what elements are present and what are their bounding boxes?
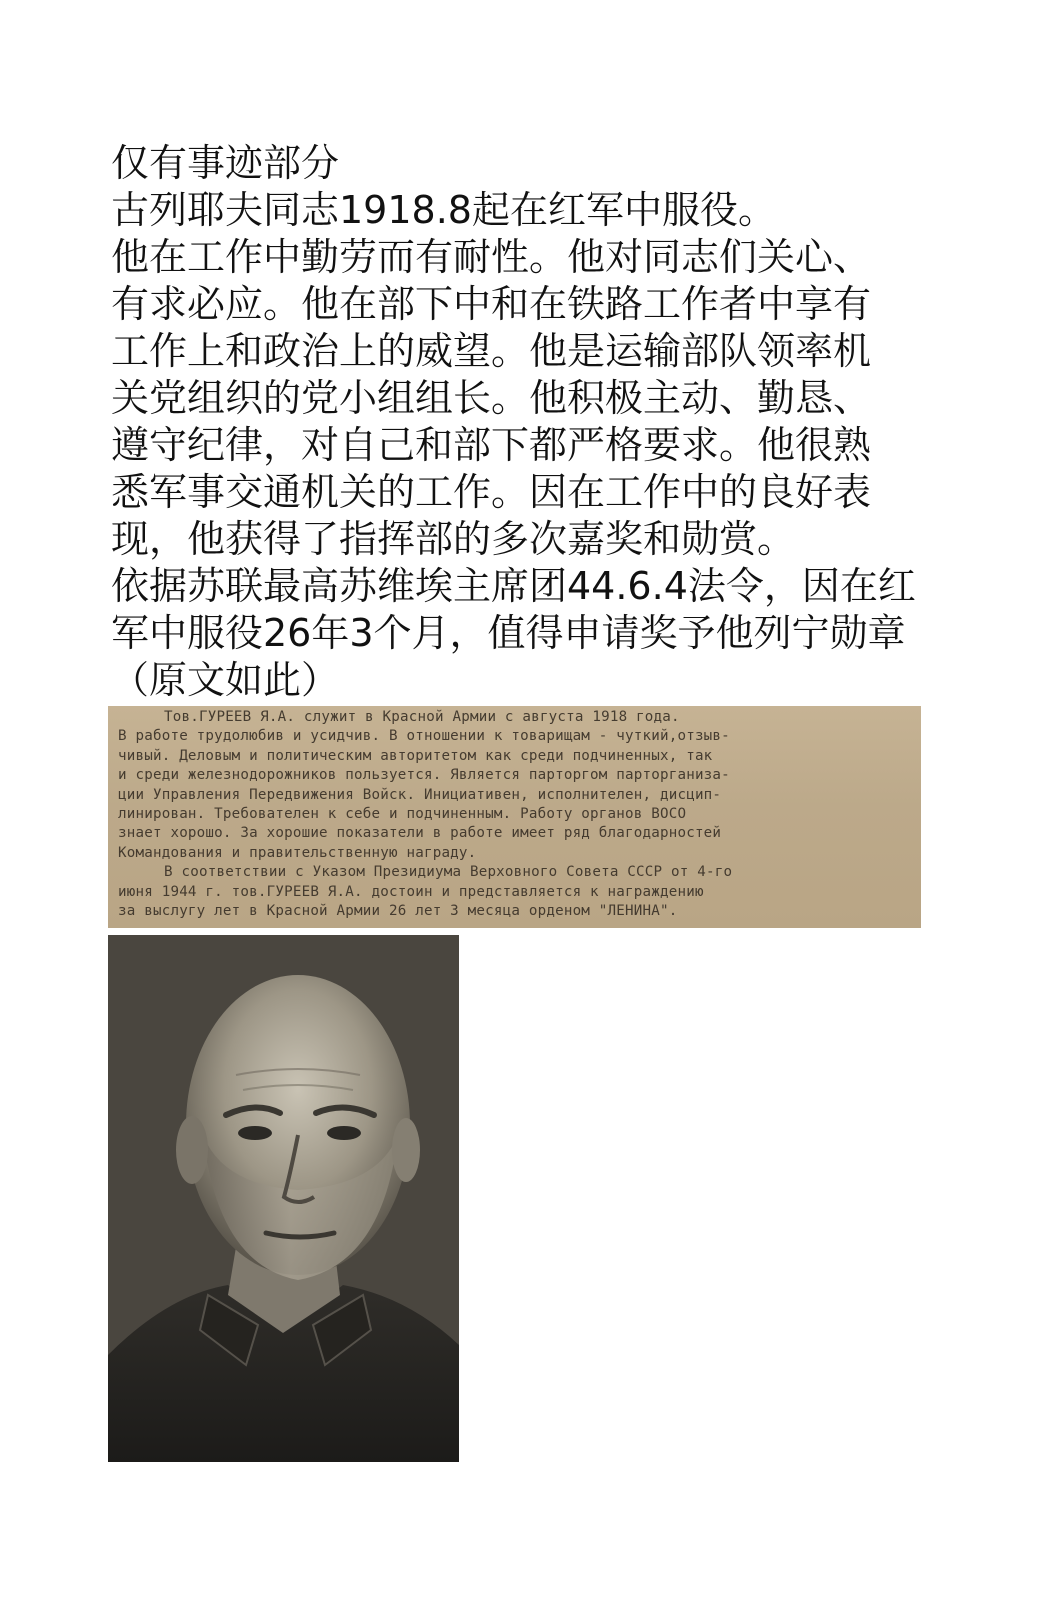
article-line: 古列耶夫同志1918.8起在红军中服役。 xyxy=(111,188,776,232)
right-ear xyxy=(392,1118,420,1182)
archival-document-scan xyxy=(108,706,921,928)
document-line: Тов.ГУРЕЕВ Я.А. служит в Красной Армии с августа 1918 года. xyxy=(164,709,680,725)
article-line: 他在工作中勤劳而有耐性。他对同志们关心、 xyxy=(111,235,872,279)
article-line: 关党组织的党小组组长。他积极主动、勤恳、 xyxy=(111,376,872,420)
document-line: июня 1944 г. тов.ГУРЕЕВ Я.А. достоин и представляется к награждению xyxy=(118,883,704,900)
document-line: В работе трудолюбив и усидчив. В отношении к товарищам - чуткий,отзыв- xyxy=(118,728,730,745)
article-line: 现，他获得了指挥部的多次嘉奖和勋赏。 xyxy=(111,517,796,561)
article-line: 遵守纪律，对自己和部下都严格要求。他很熟 xyxy=(111,423,872,467)
document-line: линирован. Требователен к себе и подчиненным. Работу органов ВОСО xyxy=(118,806,687,823)
article-line: （原文如此） xyxy=(111,658,340,702)
right-eye xyxy=(327,1126,361,1140)
document-line: и среди железнодорожников пользуется. Является парторгом парторганиза- xyxy=(118,767,730,784)
document-line: В соответствии с Указом Президиума Верховного Совета СССР от 4-го xyxy=(164,864,733,881)
document-line: ции Управления Передвижения Войск. Инициативен, исполнителен, дисцип- xyxy=(118,786,722,803)
document-line: Командования и правительственную награду. xyxy=(118,844,477,861)
document-line: за выслугу лет в Красной Армии 26 лет 3 месяца орденом "ЛЕНИНА". xyxy=(118,903,678,920)
article-line: 军中服役26年3个月，值得申请奖予他列宁勋章 xyxy=(111,611,906,655)
portrait-photo xyxy=(108,935,459,1462)
document-line: чивый. Деловым и политическим авторитетом как среди подчиненных, так xyxy=(118,747,713,764)
article-line: 悉军事交通机关的工作。因在工作中的良好表 xyxy=(111,470,872,514)
article-line: 依据苏联最高苏维埃主席团44.6.4法令，因在红 xyxy=(111,564,916,608)
article-line: 工作上和政治上的威望。他是运输部队领率机 xyxy=(111,329,872,373)
document-line: знает хорошо. За хорошие показатели в работе имеет ряд благодарностей xyxy=(118,825,722,842)
article-line: 有求必应。他在部下中和在铁路工作者中享有 xyxy=(111,282,872,326)
portrait-illustration xyxy=(108,935,459,1462)
left-ear xyxy=(176,1116,208,1184)
article-text xyxy=(111,140,941,704)
left-eye xyxy=(238,1126,272,1140)
article-heading: 仅有事迹部分 xyxy=(111,141,340,185)
